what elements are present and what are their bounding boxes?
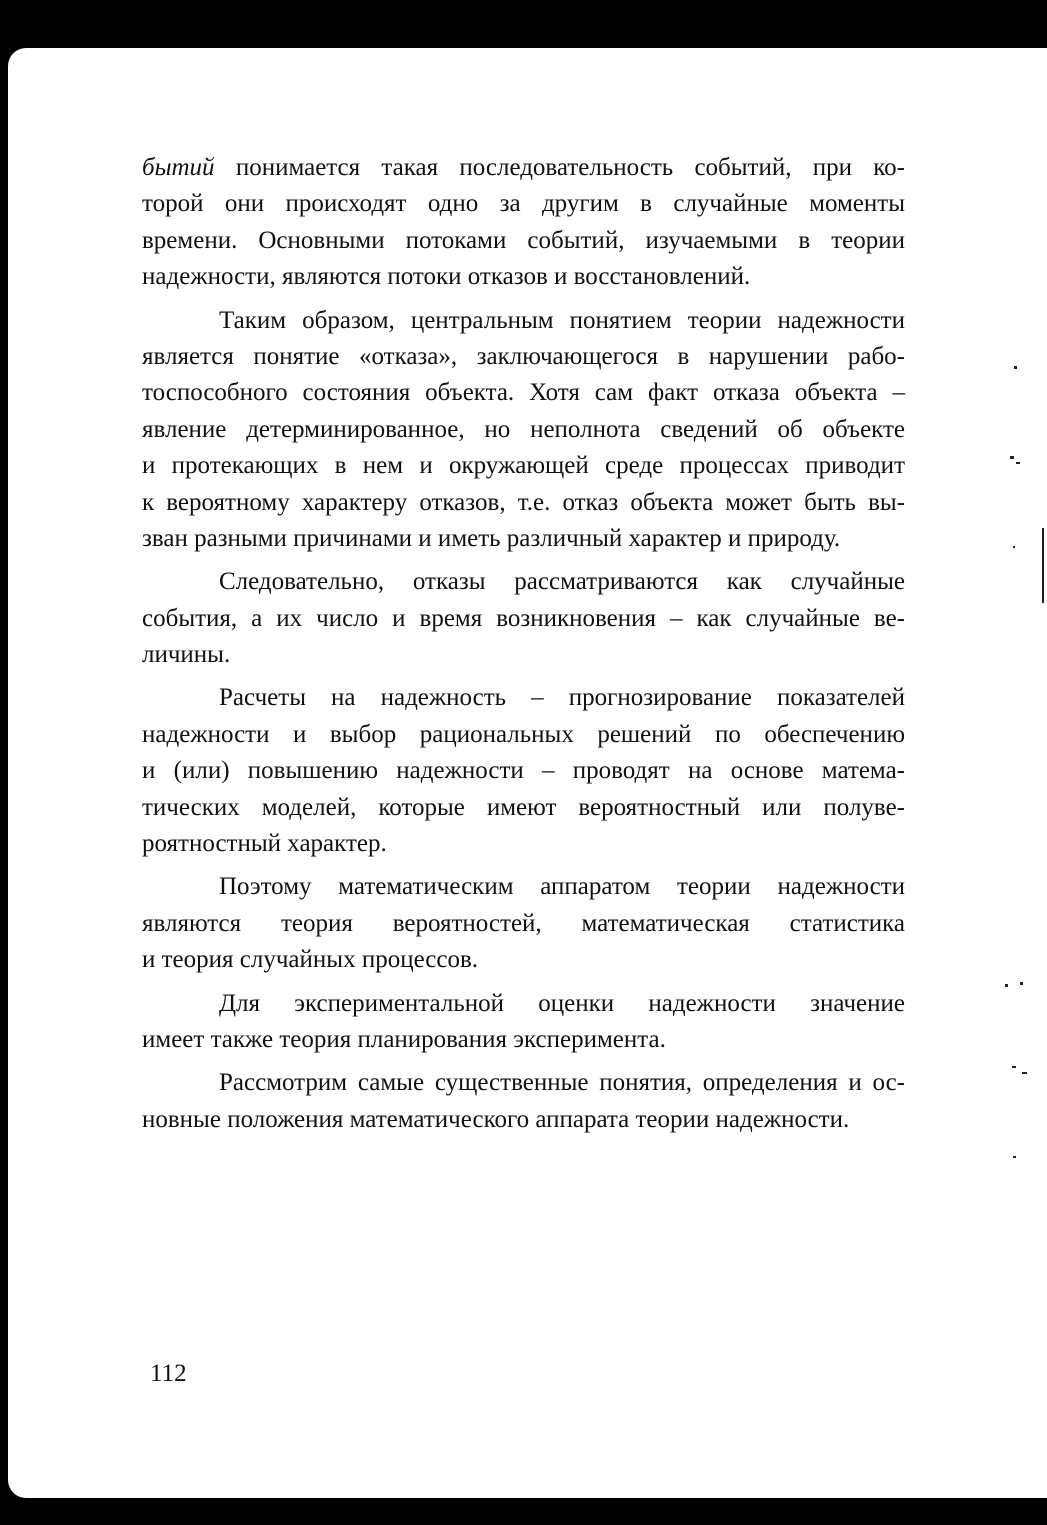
paragraph xyxy=(142,303,905,558)
text-line xyxy=(142,826,905,862)
text-run: Для экспериментальной оценки надежности значение xyxy=(219,989,905,1017)
text-line xyxy=(142,1022,905,1058)
text-run: Расчеты на надежность – прогнозирование показателей xyxy=(219,684,905,712)
italic-term: бытий xyxy=(142,154,215,181)
scan-speck xyxy=(1022,1072,1027,1074)
text-line xyxy=(142,869,905,905)
page-number: 112 xyxy=(150,1360,187,1387)
paragraph xyxy=(142,150,905,296)
text-run: надежности, являются потоки отказов и восстановлений. xyxy=(142,263,751,291)
text-run: являются теория вероятностей, математическая статистика xyxy=(142,909,905,937)
text-run: тических моделей, которые имеют вероятностный или полуве- xyxy=(142,793,905,821)
text-line xyxy=(142,223,905,259)
scan-speck xyxy=(1020,982,1023,985)
text-run: надежности и выбор рациональных решений по обеспечению xyxy=(142,720,905,748)
text-run: Таким образом, центральным понятием теории надежности xyxy=(219,306,905,334)
text-run: тоспособного состояния объекта. Хотя сам факт отказа объекта – xyxy=(142,379,905,407)
text-run: времени. Основными потоками событий, изучаемыми в теории xyxy=(142,226,905,254)
scan-speck xyxy=(1010,456,1014,459)
text-run: Поэтому математическим аппаратом теории надежности xyxy=(219,873,905,901)
text-line xyxy=(142,753,905,789)
scan-speck xyxy=(1005,984,1008,987)
text-line xyxy=(142,412,905,448)
text-run: Следовательно, отказы рассматриваются как случайные xyxy=(219,568,905,596)
text-run: события, а их число и время возникновения – как случайные ве- xyxy=(142,604,905,632)
text-line xyxy=(142,986,905,1022)
text-line xyxy=(142,303,905,339)
text-line xyxy=(142,601,905,637)
paragraph xyxy=(142,869,905,978)
text-line xyxy=(142,485,905,521)
text-run: и протекающих в нем и окружающей среде процессах приводит xyxy=(142,452,905,480)
text-run: к вероятному характеру отказов, т.е. отказ объекта может быть вы- xyxy=(142,488,905,516)
paragraph xyxy=(142,986,905,1059)
text-line xyxy=(142,150,905,186)
text-line xyxy=(142,375,905,411)
text-run: является понятие «отказа», заключающегося в нарушении рабо- xyxy=(142,342,905,370)
text-run: и теория случайных процессов. xyxy=(142,946,479,974)
text-run: Рассмотрим самые существенные понятия, определения и ос- xyxy=(219,1069,905,1097)
text-run: роятностный характер. xyxy=(142,830,387,858)
scan-speck xyxy=(1016,462,1020,464)
text-line xyxy=(142,564,905,600)
text-line xyxy=(142,637,905,673)
paragraph xyxy=(142,564,905,673)
scan-speck xyxy=(1013,1156,1016,1158)
text-run: зван разными причинами и иметь различный характер и природу. xyxy=(142,524,841,552)
paragraph xyxy=(142,680,905,862)
text-run: явление детерминированное, но неполнота сведений об объекте xyxy=(142,415,905,443)
text-line xyxy=(142,680,905,716)
text-run: и (или) повышению надежности – проводят на основе матема- xyxy=(142,757,905,785)
text-run: новные положения математического аппарата теории надежности. xyxy=(142,1105,850,1133)
scan-speck xyxy=(1014,366,1017,369)
text-line xyxy=(142,790,905,826)
text-run: понимается такая последовательность событий, при ко- xyxy=(214,154,905,181)
text-line xyxy=(142,1102,905,1138)
text-line xyxy=(142,717,905,753)
scan-speck xyxy=(1013,546,1015,548)
text-line xyxy=(142,259,905,295)
text-line xyxy=(142,1065,905,1101)
text-line xyxy=(142,906,905,942)
paragraph xyxy=(142,1065,905,1138)
text-line xyxy=(142,521,905,557)
text-line xyxy=(142,186,905,222)
body-text xyxy=(142,150,905,1138)
text-line xyxy=(142,942,905,978)
text-run: личины. xyxy=(142,641,231,669)
text-run: имеет также теория планирования эксперимента. xyxy=(142,1025,666,1053)
scan-speck xyxy=(1012,1066,1016,1068)
text-line xyxy=(142,339,905,375)
text-run: торой они происходят одно за другим в случайные моменты xyxy=(142,190,905,218)
text-line xyxy=(142,448,905,484)
scan-speck xyxy=(1042,528,1044,603)
